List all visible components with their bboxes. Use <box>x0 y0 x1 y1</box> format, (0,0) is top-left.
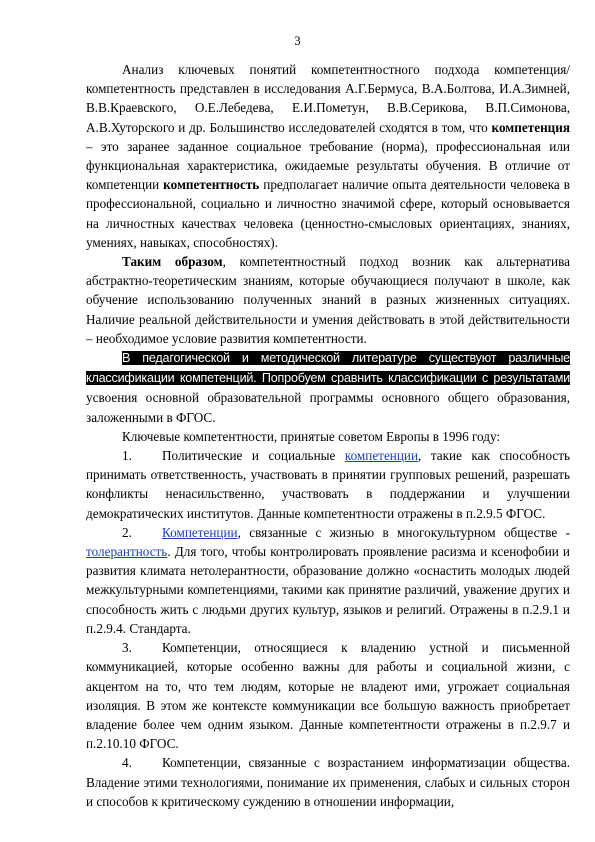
list-item-number: 1. <box>122 448 132 464</box>
term-competence: компетенция <box>491 119 570 135</box>
link-competencies[interactable]: компетенции <box>344 448 419 464</box>
document-body <box>86 60 570 811</box>
paragraph-classifications: В педагогической и методической литературе существуют различные классификации компетенций. Попробуем сравнить классификации с результатами усвоения основной образовательной программы основного общего образования, заложенными в ФГОС. <box>86 351 570 425</box>
highlighted-text: В педагогической и методической литературе существуют различные классификации компетенций. Попробуем сравнить классификации с результатами <box>86 351 570 386</box>
paragraph-conclusion: Таким образом, компетентностный подход возник как альтернатива абстрактно-теоретическим знаниям, которые обучающиеся получают в школе, как обучение использованию полученных знаний в разных жизненных ситуациях. Наличие реальной действительности и умения действовать в этой действительности – необходимое условие развития компетентности. <box>86 254 570 346</box>
link-competencies[interactable]: Компетенции <box>162 524 238 540</box>
list-item-number: 3. <box>122 640 132 656</box>
list-item: 4. Компетенции, связанные с возрастанием информатизации общества. Владение этими технологиями, понимание их применения, слабых и сильных сторон и способов к критическому суждению в отношении информации, <box>86 755 570 809</box>
list-item-number: 2. <box>122 524 132 540</box>
list-item: 2. Компетенции, связанные с жизнью в многокультурном обществе - толерантность. Для того, чтобы контролировать проявление расизма и ксенофобии и развития климата нетолерантности, образование должно «оснастить молодых людей межкультурными компетенциями, такими как принятие различий, уважение других и способность жить с людьми других культур, языков и религий. Отражены в п.2.9.1 и п.2.9.4. Стандарта. <box>86 524 570 636</box>
paragraph-concepts: Анализ ключевых понятий компетентностного подхода компетенция/компетентность представлен в исследования А.Г.Бермуса, В.А.Болтова, И.А.Зимней, В.В.Краевского, О.Е.Лебедева, Е.И.Пометун, В.В.Серикова, В.П.Симонова, А.В.Хуторского и др. Большинство исследователей сходятся в том, что компетенция – это заранее заданное социальное требование (норма), профессиональная или функциональная характеристика, ожидаемые результаты обучения. В отличие от компетенции компетентность предполагает наличие опыта деятельности человека в профессиональной, социально и личностно значимой сфере, который основывается на личностных качествах человека (ценностно-смысловых ориентациях, знаниях, умениях, навыках, способностях). <box>86 62 570 250</box>
link-tolerance[interactable]: толерантность <box>86 544 168 560</box>
term-competency: компетентность <box>163 177 260 193</box>
list-item: 3. Компетенции, относящиеся к владению устной и письменной коммуникацией, которые особенно важны для работы и социальной жизни, с акцентом на то, что тем людям, которые не владеют ими, угрожает социальная изоляция. В этом же контексте коммуникации все большую важность приобретает владение более чем одним языком. Данные компетентности отражены в п.2.9.7 и п.2.10.10 ФГОС. <box>86 640 570 752</box>
page-number: 3 <box>294 34 301 48</box>
list-item-number: 4. <box>122 755 132 771</box>
term-thus: Таким образом <box>122 254 223 270</box>
paragraph-key-competencies-intro: Ключевые компетентности, принятые советом Европы в 1996 году: <box>122 428 501 444</box>
list-item: 1. Политические и социальные компетенции, такие как способность принимать ответственность, участвовать в принятии групповых решений, разрешать конфликты ненасильственно, участвовать в поддержании и улучшении демократических институтов. Данные компетентности отражены в п.2.9.5 ФГОС. <box>86 448 570 521</box>
